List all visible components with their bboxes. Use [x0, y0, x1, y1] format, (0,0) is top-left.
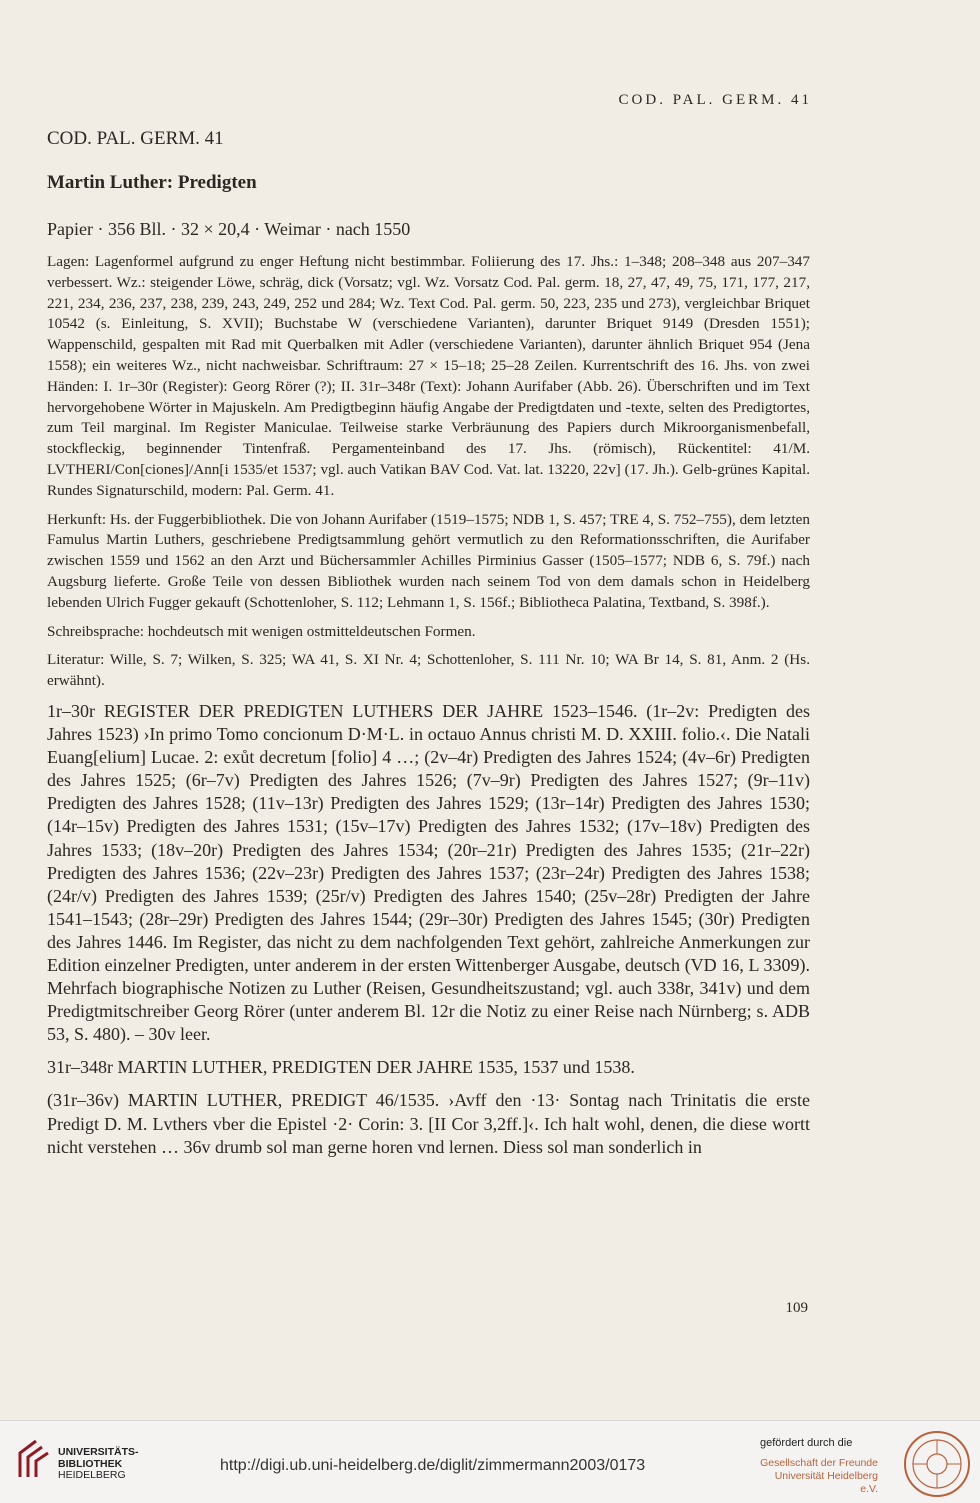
schreibsprache-paragraph: Schreibsprache: hochdeutsch mit wenigen ostmitteldeutschen Formen. — [47, 622, 476, 640]
page-number: 109 — [785, 1300, 808, 1316]
digital-library-link[interactable]: http://digi.ub.uni-heidelberg.de/diglit/zimmermann2003/0173 — [220, 1457, 646, 1474]
society-name — [756, 1457, 878, 1496]
society-name-line-2: Universität Heidelberg e.V. — [774, 1470, 878, 1495]
literatur-paragraph: Literatur: Wille, S. 7; Wilken, S. 325; WA 41, S. XI Nr. 4; Schottenloher, S. 111 Nr. 10; WA Br 14, S. 81, Anm. 2 (Hs. erwähnt). — [47, 651, 810, 690]
funded-by-label: gefördert durch die — [760, 1437, 853, 1449]
running-head: COD. PAL. GERM. 41 — [618, 92, 812, 108]
physical-description: Papier · 356 Bll. · 32 × 20,4 · Weimar · nach 1550 — [47, 219, 411, 239]
sermon-entry: (31r–36v) MARTIN LUTHER, PREDIGT 46/1535. ›Avff den ·13· Sontag nach Trinitatis die erste Predigt D. M. Lvthers vber die Epistel ·2· Corin: 3. [II Cor 3,2ff.]‹. Ich halt wohl, denen, die diese wortt nicht verstehen … 36v drumb sol man gerne horen vnd lernen. Diess sol man sonderlich in — [47, 1090, 810, 1157]
university-seal-icon — [902, 1429, 972, 1499]
library-name — [58, 1447, 139, 1482]
manuscript-title: Martin Luther: Predigten — [47, 172, 257, 193]
footer-bar — [0, 1420, 980, 1503]
lagen-paragraph: Lagen: Lagenformel aufgrund zu enger Heftung nicht bestimmbar. Foliierung des 17. Jhs.: 1–348; 208–348 aus 207–347 verbessert. Wz.: steigender Löwe, schräg, dick (Vorsatz; vgl. Wz. Vorsatz Cod. Pal. germ. 18, 27, 47, 49, 75, 171, 177, 217, 221, 234, 236, 237, 238, 239, 243, 249, 252 und 284; Wz. Text Cod. Pal. germ. 50, 223, 235 und 273), vergleichbar Briquet 10542 (s. Einleitung, S. XVII); Buchstabe W (verschiedene Varianten), darunter Briquet 9149 (Dresden 1551); Wappenschild, gespalten mit Rad mit Querbalken mit Adler (verschiedene Varianten), darunter ähnlich Briquet 954 (Jena 1558); ein weiteres Wz., nicht nachweisbar. Schriftraum: 27 × 15–18; 25–28 Zeilen. Kurrentschrift des 16. Jhs. von zwei Händen: I. 1r–30r (Register): Georg Rörer (?); II. 31r–348r (Text): Johann Aurifaber (Abb. 26). Überschriften und im Text hervorgehobene Wörter in Majuskeln. Am Predigtbeginn häufig Angabe der Predigtdaten und -texte, selten des Predigtortes, zum Teil marginal. Im Register Maniculae. Teilweise starke Verbräunung des Papiers durch Mikroorganismenbefall, stockfleckig, beginnender Tintenfraß. Pergamenteinband des 17. Jhs. (römisch), Rückentitel: 41/M. LVTHERI/Con[ciones]/Ann[i 1535/et 1537; vgl. auch Vatikan BAV Cod. Vat. lat. 13220, 22v] (17. Jh.). Gelb-grünes Kapital. Rundes Signaturschild, modern: Pal. Germ. 41. — [47, 253, 810, 499]
society-name-line-1: Gesellschaft der Freunde — [760, 1457, 878, 1469]
library-name-line-2: BIBLIOTHEK — [58, 1457, 123, 1470]
library-name-line-3: HEIDELBERG — [58, 1469, 126, 1481]
library-name-line-1: UNIVERSITÄTS- — [58, 1446, 139, 1458]
page-content — [47, 128, 810, 1169]
section-heading-sermons: 31r–348r MARTIN LUTHER, PREDIGTEN DER JAHRE 1535, 1537 und 1538. — [47, 1057, 635, 1078]
herkunft-paragraph: Herkunft: Hs. der Fuggerbibliothek. Die von Johann Aurifaber (1519–1575; NDB 1, S. 457; TRE 4, S. 752–755), dem letzten Famulus Martin Luthers, geschriebene Predigtsammlung gehört vermutlich zu den Reformationsschriften, die Aurifaber zwischen 1559 und 1562 an den Arzt und Büchersammler Achilles Pirminius Gasser (1505–1577; NDB 6, S. 79f.) nach Augsburg lieferte. Große Teile von dessen Bibliothek wurden nach seinem Tod von dem damals schon in Heidelberg lebenden Ulrich Fugger gekauft (Schottenloher, S. 112; Lehmann 1, S. 156f.; Bibliotheca Palatina, Textband, S. 398f.). — [47, 510, 810, 611]
register-paragraph: 1r–30r REGISTER DER PREDIGTEN LUTHERS DER JAHRE 1523–1546. (1r–2v: Predigten des Jahres 1523) ›In primo Tomo concionum D·M·L. in octauo Annus christi M. D. XXIII. folio.‹. Die Natali Euang[elium] Lucae. 2: exůt decretum [folio] 4 …; (2v–4r) Predigten des Jahres 1524; (4v–6r) Predigten des Jahres 1525; (6r–7v) Predigten des Jahres 1526; (7v–9r) Predigten des Jahres 1527; (9r–11v) Predigten des Jahres 1528; (11v–13r) Predigten des Jahres 1529; (13r–14r) Predigten des Jahres 1530; (14r–15v) Predigten des Jahres 1531; (15v–17v) Predigten des Jahres 1532; (17v–18v) Predigten des Jahres 1533; (18v–20r) Predigten des Jahres 1534; (20r–21r) Predigten des Jahres 1535; (21r–22r) Predigten des Jahres 1536; (22v–23r) Predigten des Jahres 1537; (23r–24r) Predigten des Jahres 1538; (24r/v) Predigten des Jahres 1539; (25r/v) Predigten des Jahres 1540; (25v–28r) Predigten der Jahre 1541–1543; (28r–29r) Predigten des Jahres 1544; (29r–30r) Predigten des Jahres 1545; (30r) Predigten des Jahres 1446. Im Register, das nicht zu dem nachfolgenden Text gehört, zahlreiche Anmerkungen zur Edition einzelner Predigten, unter anderem in der ersten Wittenberger Ausgabe, deutsch (VD 16, L 3309). Mehrfach biographische Notizen zu Luther (Reisen, Gesundheitszustand; vgl. auch 338r, 341v) und dem Predigtmitschreiber Georg Rörer (unter anderem Bl. 12r die Notiz zu einer Reise nach Nürnberg; s. ADB 53, S. 480). – 30v leer. — [47, 700, 810, 1045]
university-library-logo-icon — [10, 1435, 58, 1485]
shelfmark-heading: COD. PAL. GERM. 41 — [47, 128, 224, 149]
